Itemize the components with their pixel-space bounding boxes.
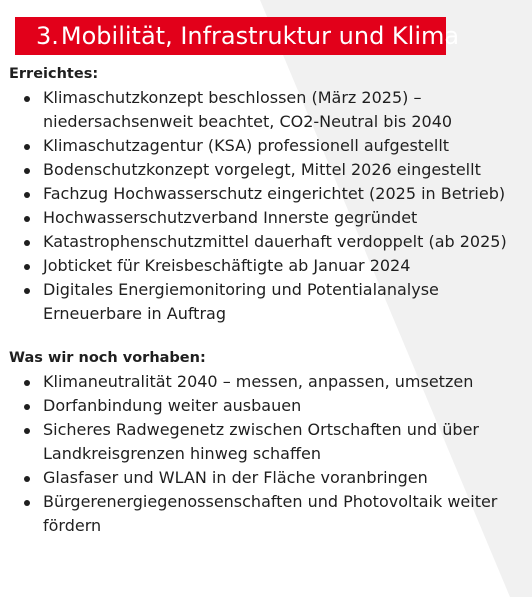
bullet-icon	[24, 288, 30, 294]
bullet-icon	[24, 264, 30, 270]
list-item	[9, 254, 524, 278]
list-item	[9, 370, 524, 394]
list-item	[9, 394, 524, 418]
list-item	[9, 182, 524, 206]
achieved-heading: Erreichtes:	[9, 66, 99, 82]
list-item	[9, 490, 524, 538]
list-item-text: Sicheres Radwegenetz zwischen Ortschaften und über Landkreisgrenzen hinweg schaffen	[43, 420, 480, 463]
section-header	[15, 17, 460, 55]
list-item	[9, 418, 524, 466]
bullet-icon	[24, 380, 30, 386]
list-item-text: Fachzug Hochwasserschutz eingerichtet (2025 in Betrieb)	[43, 184, 506, 203]
list-item-text: Dorfanbindung weiter ausbauen	[43, 396, 302, 415]
list-item-text: Klimaschutzagentur (KSA) professionell aufgestellt	[43, 136, 450, 155]
list-item	[9, 206, 524, 230]
list-item	[9, 230, 524, 254]
achieved-list	[9, 86, 524, 326]
bullet-icon	[24, 96, 30, 102]
bullet-icon	[24, 428, 30, 434]
bullet-icon	[24, 192, 30, 198]
list-item	[9, 134, 524, 158]
planned-heading: Was wir noch vorhaben:	[9, 350, 206, 366]
list-item-text: Bodenschutzkonzept vorgelegt, Mittel 2026 eingestellt	[43, 160, 481, 179]
section-number: 3.	[36, 22, 59, 50]
list-item	[9, 86, 524, 134]
bullet-icon	[24, 240, 30, 246]
planned-list	[9, 370, 524, 538]
list-item	[9, 278, 524, 326]
bullet-icon	[24, 168, 30, 174]
list-item-text: Klimaneutralität 2040 – messen, anpassen, umsetzen	[43, 372, 474, 391]
list-item	[9, 158, 524, 182]
list-item	[9, 466, 524, 490]
bullet-icon	[24, 476, 30, 482]
list-item-text: Jobticket für Kreisbeschäftigte ab Januar 2024	[43, 256, 411, 275]
list-item-text: Glasfaser und WLAN in der Fläche voranbringen	[43, 468, 428, 487]
list-item-text: Bürgerenergiegenossenschaften und Photovoltaik weiter fördern	[43, 492, 498, 535]
list-item-text: Digitales Energiemonitoring und Potentialanalyse Erneuerbare in Auftrag	[43, 280, 439, 323]
bullet-icon	[24, 144, 30, 150]
section-title: Mobilität, Infrastruktur und Klima	[60, 22, 460, 50]
content	[9, 64, 524, 538]
bullet-icon	[24, 500, 30, 506]
list-item-text: Klimaschutzkonzept beschlossen (März 2025) – niedersachsenweit beachtet, CO2-Neutral bis 2040	[43, 88, 453, 131]
list-item-text: Katastrophenschutzmittel dauerhaft verdoppelt (ab 2025)	[43, 232, 507, 251]
list-item-text: Hochwasserschutzverband Innerste gegründet	[43, 208, 418, 227]
bullet-icon	[24, 216, 30, 222]
bullet-icon	[24, 404, 30, 410]
